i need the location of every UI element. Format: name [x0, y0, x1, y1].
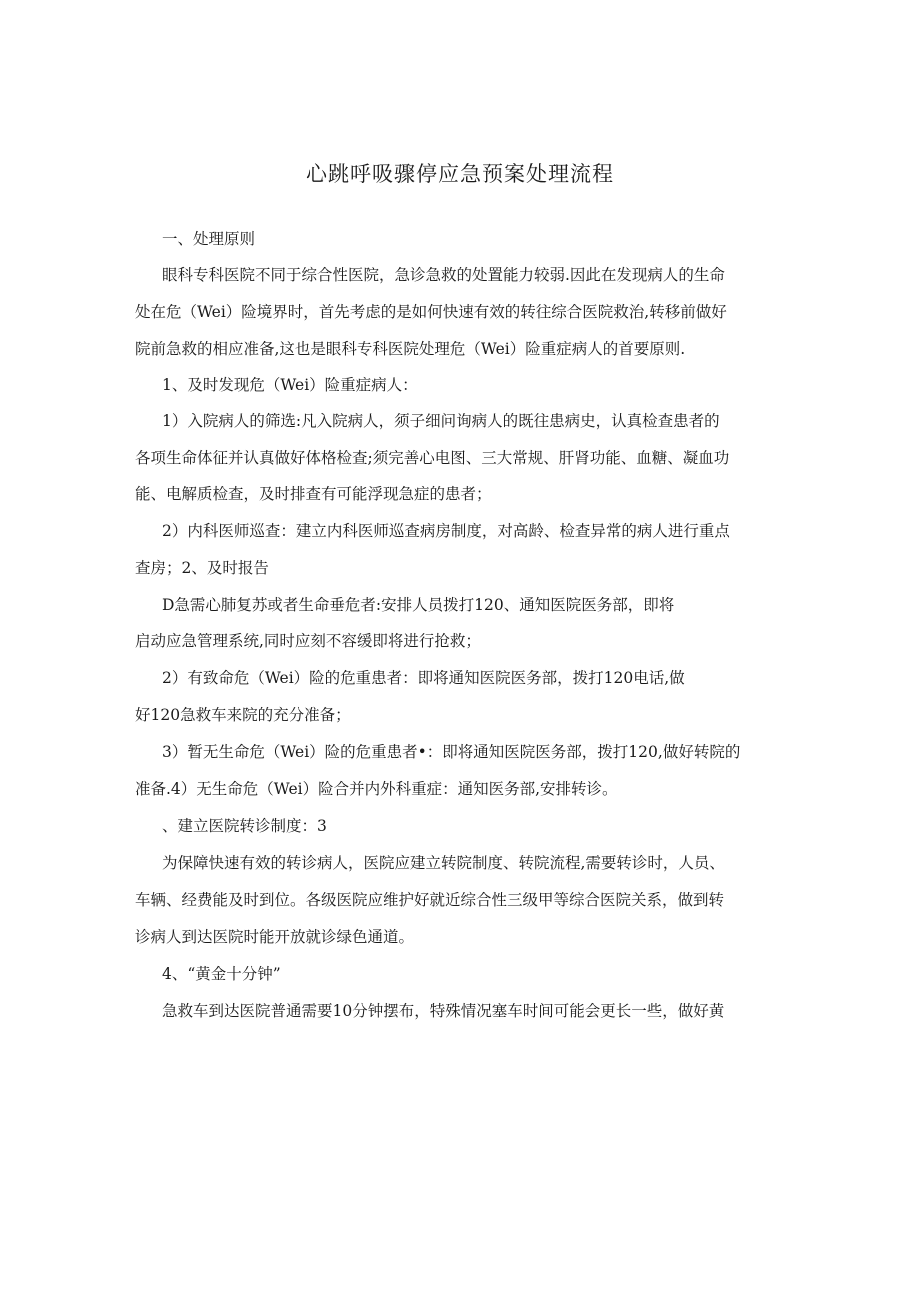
- paragraph-line: 各项生命体征并认真做好体格检查;须完善心电图、三大常规、肝肾功能、血糖、凝血功: [135, 449, 730, 467]
- paragraph-line: 准备.4）无生命危（Wei）险合并内外科重症：通知医务部,安排转诊。: [135, 780, 618, 798]
- paragraph-line: 院前急救的相应准备,这也是眼科专科医院处理危（Wei）险重症病人的首要原则.: [135, 340, 686, 358]
- paragraph-line: 好120急救车来院的充分准备；: [135, 706, 351, 724]
- paragraph-line: 为保障快速有效的转诊病人，医院应建立转院制度、转院流程,需要转诊时，人员、: [162, 854, 725, 872]
- paragraph-line: 2）有致命危（Wei）险的危重患者：即将通知医院医务部，拨打120电话,做: [162, 669, 685, 687]
- paragraph-line: 启动应急管理系统,同时应刻不容缓即将进行抢救；: [135, 632, 481, 650]
- paragraph-line: 能、电解质检查，及时排查有可能浮现急症的患者；: [135, 485, 492, 503]
- paragraph-line: 3）暂无生命危（Wei）险的危重患者•：即将通知医院医务部，拨打120,做好转院的: [162, 743, 741, 761]
- section-heading: 、建立医院转诊制度：3: [162, 817, 327, 835]
- paragraph-line: 急救车到达医院普通需要10分钟摆布，特殊情况塞车时间可能会更长一些，做好黄: [162, 1002, 725, 1020]
- paragraph-line: 眼科专科医院不同于综合性医院，急诊急救的处置能力较弱.因此在发现病人的生命: [162, 266, 725, 284]
- paragraph-line: 诊病人到达医院时能开放就诊绿色通道。: [135, 928, 415, 946]
- paragraph-line: 1）入院病人的筛选:凡入院病人，须子细问询病人的既往患病史，认真检查患者的: [162, 412, 720, 430]
- paragraph-line: 车辆、经费能及时到位。各级医院应维护好就近综合性三级甲等综合医院关系，做到转: [135, 891, 725, 909]
- paragraph-line: D急需心肺复苏或者生命垂危者:安排人员拨打120、通知医院医务部，即将: [162, 596, 675, 614]
- paragraph-line: 处在危（Wei）险境界时，首先考虑的是如何快速有效的转往综合医院救治,转移前做好: [135, 303, 727, 321]
- section-heading: 4、“黄金十分钟”: [162, 965, 281, 983]
- paragraph-line: 查房；2、及时报告: [135, 559, 269, 577]
- subsection-heading: 1、及时发现危（Wei）险重症病人：: [162, 376, 418, 394]
- paragraph-line: 2）内科医师巡查：建立内科医师巡查病房制度，对高龄、检查异常的病人进行重点: [162, 522, 730, 540]
- section-heading: 一、处理原则: [162, 230, 256, 248]
- document-title: 心跳呼吸骤停应急预案处理流程: [306, 162, 614, 186]
